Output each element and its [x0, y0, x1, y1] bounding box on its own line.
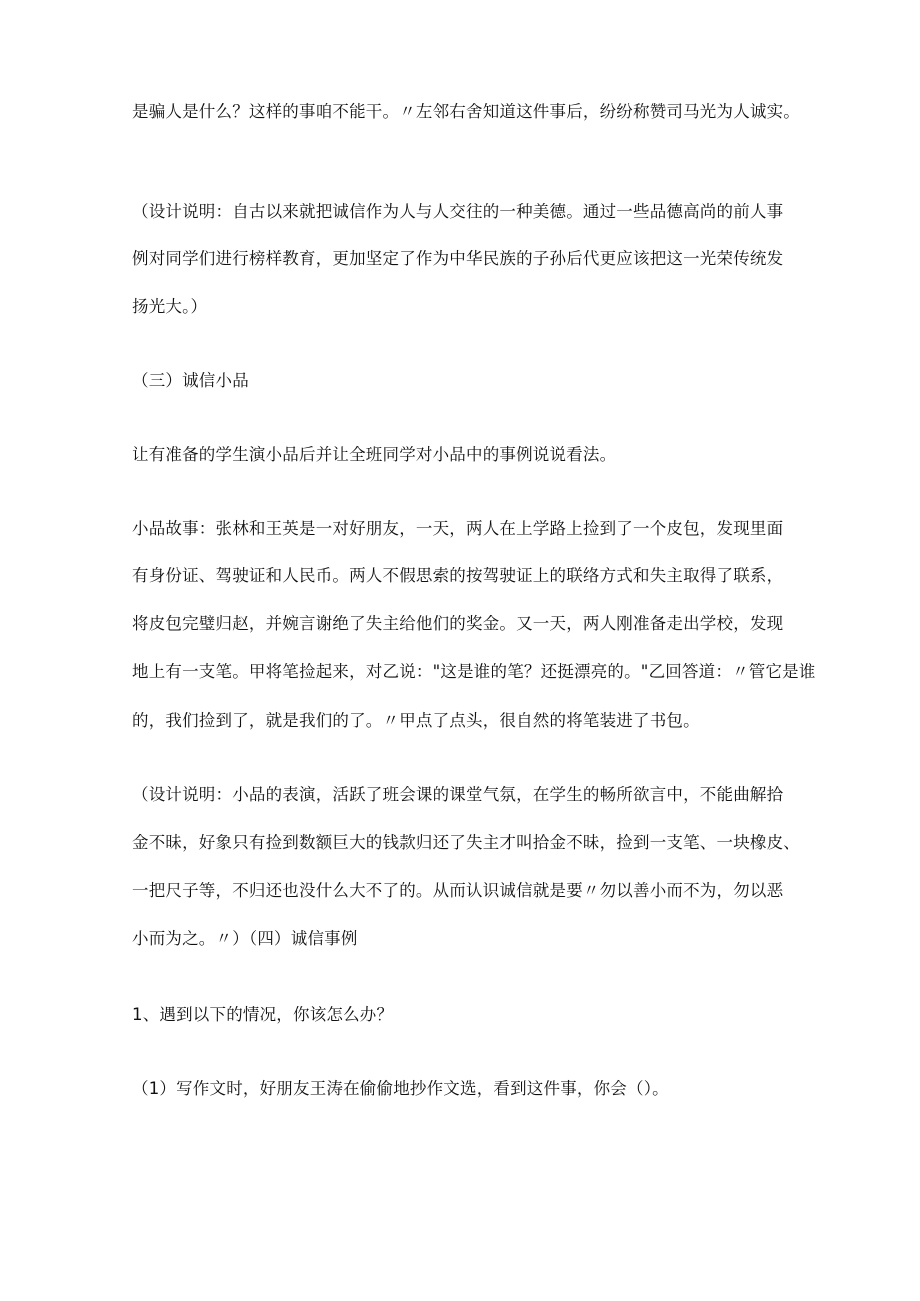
- story-line: 的，我们捡到了，就是我们的了。〃甲点了点头，很自然的将笔装进了书包。: [132, 711, 700, 730]
- design-note-line: 一把尺子等，不归还也没什么大不了的。从而认识诚信就是要〃勿以善小而不为，勿以恶: [132, 881, 784, 900]
- story-line: 有身份证、驾驶证和人民币。两人不假思索的按驾驶证上的联络方式和失主取得了联系，: [132, 566, 784, 585]
- story-line: 小品故事：张林和王英是一对好朋友，一天，两人在上学路上捡到了一个皮包，发现里面: [132, 519, 784, 538]
- paragraph-line: 是骗人是什么？这样的事咱不能干。〃左邻右舍知道这件事后，纷纷称赞司马光为人诚实。: [132, 102, 800, 121]
- story-line: 地上有一支笔。甲将笔捡起来，对乙说："这是谁的笔？还挺漂亮的。"乙回答道：〃管它是谁: [132, 662, 816, 681]
- design-note-line: 小而为之。〃）（四）诚信事例: [132, 929, 358, 948]
- design-note-line: （设计说明：自古以来就把诚信作为人与人交往的一种美德。通过一些品德高尚的前人事: [132, 202, 784, 221]
- design-note-line: 金不昧，好象只有捡到数额巨大的钱款归还了失主才叫拾金不昧，捡到一支笔、一块橡皮、: [132, 833, 800, 852]
- paragraph-line: 让有准备的学生演小品后并让全班同学对小品中的事例说说看法。: [132, 445, 617, 464]
- question-intro: 1、遇到以下的情况，你该怎么办？: [132, 1005, 394, 1024]
- design-note-line: （设计说明：小品的表演，活跃了班会课的课堂气氛，在学生的畅所欲言中，不能曲解拾: [132, 785, 784, 804]
- question-item: （1）写作文时，好朋友王涛在偷偷地抄作文选，看到这件事，你会（）。: [132, 1079, 669, 1098]
- design-note-line: 例对同学们进行榜样教育，更加坚定了作为中华民族的子孙后代更应该把这一光荣传统发: [132, 249, 784, 268]
- design-note-line: 扬光大。）: [132, 297, 208, 316]
- section-heading: （三）诚信小品: [132, 371, 249, 390]
- story-line: 将皮包完璧归赵，并婉言谢绝了失主给他们的奖金。又一天，两人刚准备走出学校，发现: [132, 614, 784, 633]
